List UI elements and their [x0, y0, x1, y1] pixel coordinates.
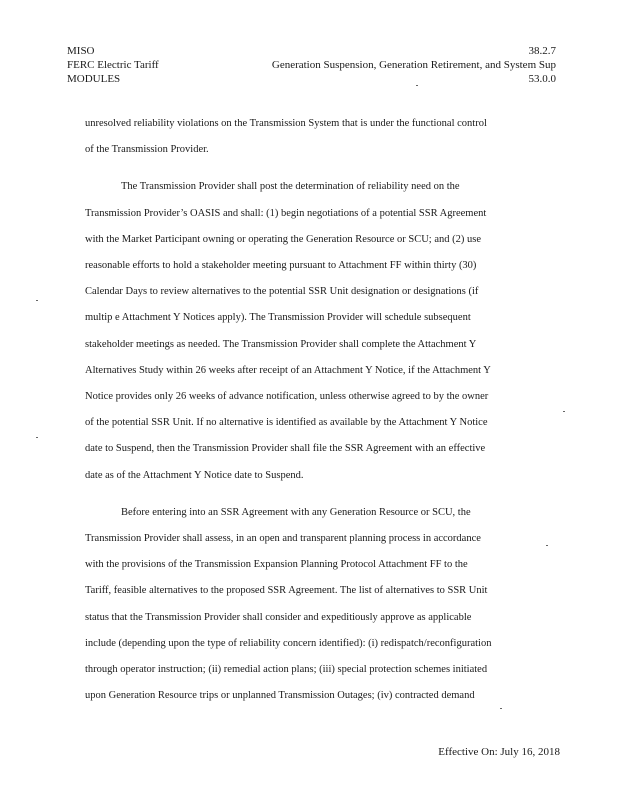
text-line: date as of the Attachment Y Notice date to Suspend. [85, 469, 304, 481]
scan-speck [36, 437, 38, 438]
header-right [272, 44, 556, 86]
text-line: through operator instruction; (ii) remedial action plans; (iii) special protection schemes initiated [85, 664, 488, 676]
paragraph-2 [85, 174, 550, 488]
text-line: status that the Transmission Provider shall consider and expeditiously approve as applicable [85, 611, 472, 623]
text-line: of the Transmission Provider. [85, 144, 209, 156]
paragraph-3 [85, 500, 550, 710]
scan-speck [416, 85, 418, 86]
scan-speck [563, 411, 565, 412]
header-organization: MISO [67, 45, 95, 57]
text-line: reasonable efforts to hold a stakeholder meeting pursuant to Attachment FF within thirty (30) [85, 260, 477, 272]
paragraph-1 [85, 111, 550, 163]
text-line: unresolved reliability violations on the Transmission System that is under the functional control [85, 118, 487, 129]
header-section-title: Generation Suspension, Generation Retirement, and System Sup [271, 59, 556, 71]
text-line: upon Generation Resource trips or unplanned Transmission Outages; (iv) contracted demand [85, 690, 475, 702]
scan-speck [546, 545, 548, 546]
header-version: 53.0.0 [528, 73, 556, 85]
text-line: The Transmission Provider shall post the determination of reliability need on the [121, 181, 460, 193]
header-section-number: 38.2.7 [528, 45, 556, 57]
scan-speck [500, 708, 502, 709]
text-line: include (depending upon the type of reliability concern identified): (i) redispatch/reconfiguration [85, 637, 492, 649]
document-body [85, 111, 550, 720]
scan-speck [36, 300, 38, 301]
text-line: with the Market Participant owning or operating the Generation Resource or SCU; and (2) use [85, 233, 481, 245]
text-line: with the provisions of the Transmission Expansion Planning Protocol Attachment FF to the [85, 559, 468, 571]
header-section: MODULES [67, 73, 121, 85]
text-line: Notice provides only 26 weeks of advance notification, unless otherwise agreed to by the owner [85, 391, 489, 403]
text-line: multip e Attachment Y Notices apply). The Transmission Provider will schedule subsequent [85, 312, 471, 324]
text-line: stakeholder meetings as needed. The Transmission Provider shall complete the Attachment Y [85, 338, 477, 350]
header-left [67, 44, 159, 86]
text-line: of the potential SSR Unit. If no alternative is identified as available by the Attachment Y Notice [85, 417, 488, 429]
text-line: Calendar Days to review alternatives to the potential SSR Unit designation or designations (if [85, 286, 479, 298]
effective-date: Effective On: July 16, 2018 [438, 746, 560, 758]
text-line: Before entering into an SSR Agreement with any Generation Resource or SCU, the [121, 506, 471, 518]
text-line: Transmission Provider’s OASIS and shall: (1) begin negotiations of a potential SSR Agreement [85, 207, 487, 219]
text-line: Transmission Provider shall assess, in an open and transparent planning process in accordance [85, 533, 481, 545]
text-line: Tariff, feasible alternatives to the proposed SSR Agreement. The list of alternatives to SSR Unit [85, 585, 488, 597]
text-line: date to Suspend, then the Transmission Provider shall file the SSR Agreement with an effective [85, 443, 486, 455]
text-line: Alternatives Study within 26 weeks after receipt of an Attachment Y Notice, if the Attachment Y [85, 364, 491, 376]
header-tariff: FERC Electric Tariff [67, 59, 159, 71]
